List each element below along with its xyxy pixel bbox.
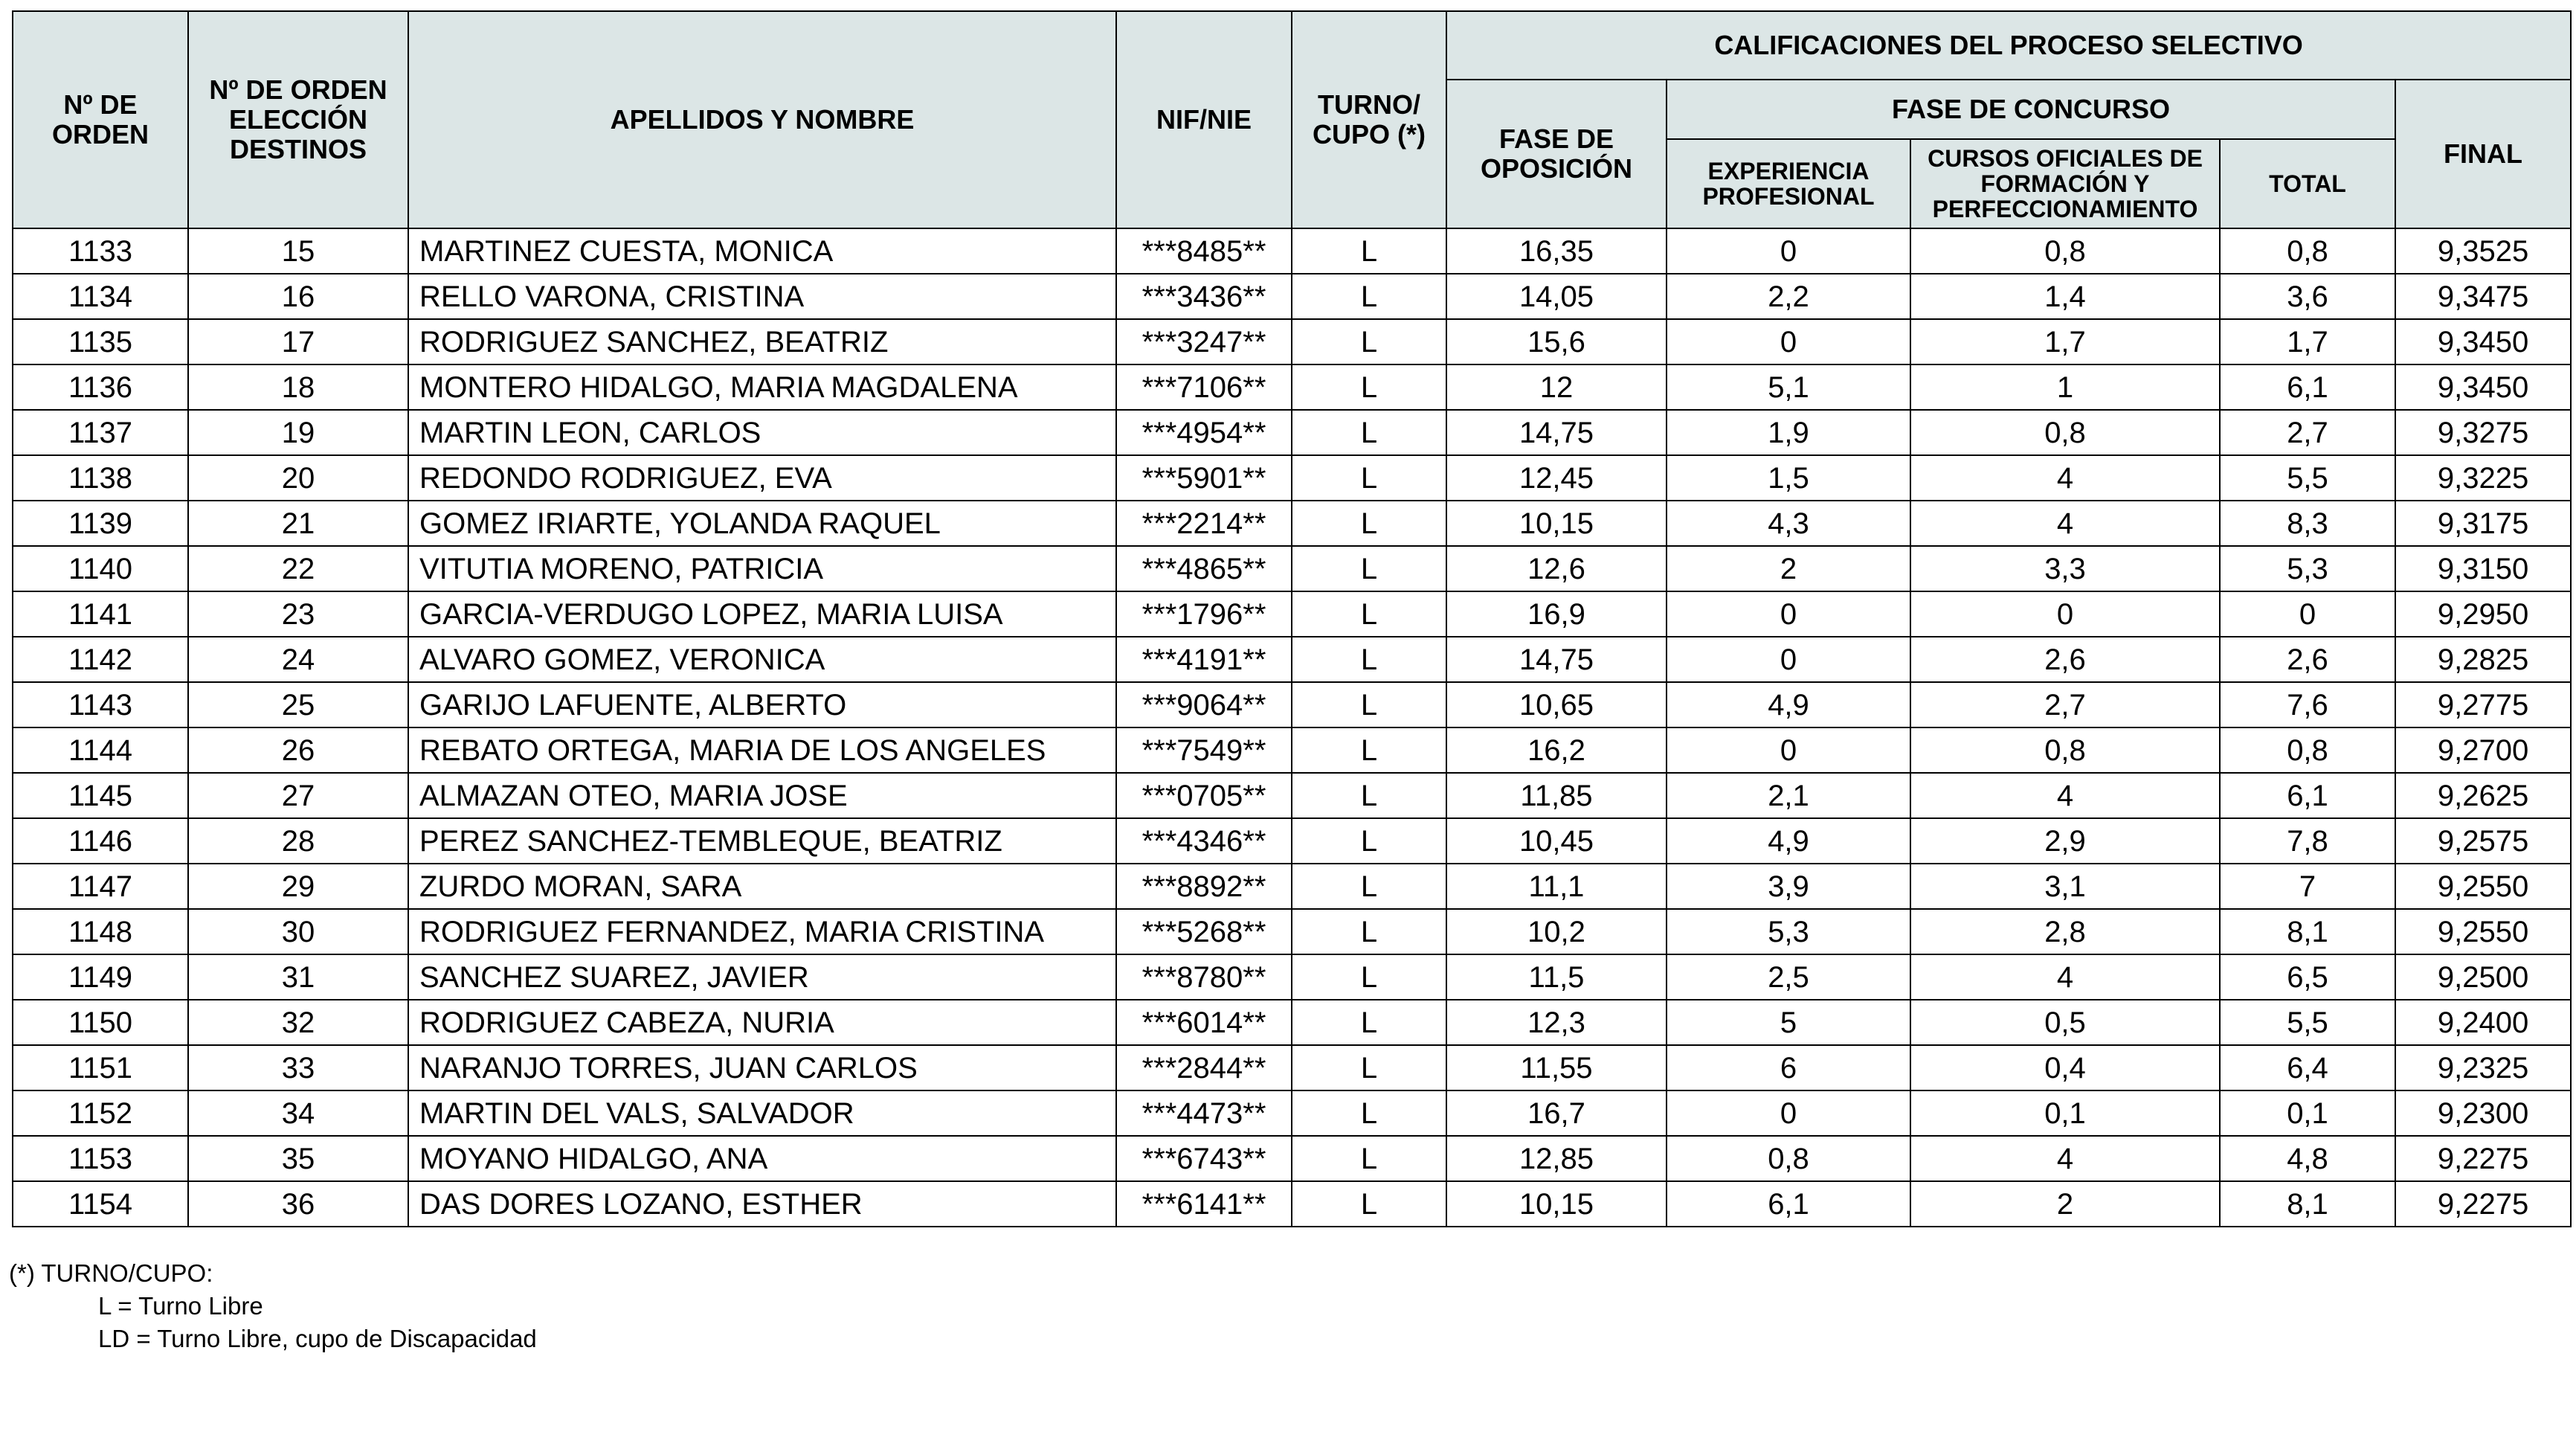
cell-total: 6,1 <box>2220 773 2395 818</box>
table-row <box>13 727 2571 773</box>
cell-cursos: 4 <box>1910 1136 2220 1181</box>
table-row <box>13 501 2571 546</box>
table-row <box>13 1000 2571 1045</box>
notes-title: (*) TURNO/CUPO: <box>9 1259 213 1287</box>
cell-experiencia: 0 <box>1667 727 1910 773</box>
cell-orden: 1142 <box>13 637 188 682</box>
cell-experiencia: 6,1 <box>1667 1181 1910 1227</box>
cell-nif: ***0705** <box>1116 773 1292 818</box>
cell-orden-eleccion: 26 <box>188 727 408 773</box>
cell-orden-eleccion: 33 <box>188 1045 408 1090</box>
cell-nif: ***5268** <box>1116 909 1292 954</box>
cell-orden-eleccion: 22 <box>188 546 408 591</box>
cell-cursos: 4 <box>1910 954 2220 1000</box>
cell-nombre: DAS DORES LOZANO, ESTHER <box>408 1181 1116 1227</box>
table-row <box>13 455 2571 501</box>
table-row <box>13 682 2571 727</box>
cell-cursos: 4 <box>1910 455 2220 501</box>
cell-total: 8,1 <box>2220 909 2395 954</box>
cell-turno: L <box>1292 864 1446 909</box>
cell-experiencia: 3,9 <box>1667 864 1910 909</box>
cell-nif: ***6141** <box>1116 1181 1292 1227</box>
cell-orden: 1148 <box>13 909 188 954</box>
table-row <box>13 954 2571 1000</box>
cell-fase-oposicion: 11,5 <box>1446 954 1667 1000</box>
table-header <box>13 11 2571 228</box>
cell-total: 4,8 <box>2220 1136 2395 1181</box>
cell-experiencia: 2,5 <box>1667 954 1910 1000</box>
cell-final: 9,3225 <box>2395 455 2571 501</box>
cell-turno: L <box>1292 364 1446 410</box>
cell-turno: L <box>1292 818 1446 864</box>
cell-final: 9,2625 <box>2395 773 2571 818</box>
cell-turno: L <box>1292 501 1446 546</box>
cell-total: 0,8 <box>2220 228 2395 274</box>
cell-total: 2,7 <box>2220 410 2395 455</box>
cell-nif: ***7106** <box>1116 364 1292 410</box>
cell-cursos: 1,7 <box>1910 319 2220 364</box>
table-row <box>13 1136 2571 1181</box>
cell-orden-eleccion: 32 <box>188 1000 408 1045</box>
turno-cupo-notes <box>9 1257 537 1355</box>
cell-turno: L <box>1292 591 1446 637</box>
cell-orden: 1154 <box>13 1181 188 1227</box>
cell-final: 9,2275 <box>2395 1136 2571 1181</box>
cell-experiencia: 0,8 <box>1667 1136 1910 1181</box>
cell-turno: L <box>1292 546 1446 591</box>
cell-nif: ***7549** <box>1116 727 1292 773</box>
cell-cursos: 3,1 <box>1910 864 2220 909</box>
header-orden: Nº DE ORDEN <box>13 11 188 228</box>
cell-nombre: VITUTIA MORENO, PATRICIA <box>408 546 1116 591</box>
cell-orden: 1152 <box>13 1090 188 1136</box>
cell-cursos: 0 <box>1910 591 2220 637</box>
cell-experiencia: 1,9 <box>1667 410 1910 455</box>
cell-experiencia: 4,3 <box>1667 501 1910 546</box>
cell-nombre: RODRIGUEZ SANCHEZ, BEATRIZ <box>408 319 1116 364</box>
table-row <box>13 410 2571 455</box>
cell-orden-eleccion: 16 <box>188 274 408 319</box>
cell-cursos: 0,8 <box>1910 228 2220 274</box>
cell-total: 0 <box>2220 591 2395 637</box>
cell-fase-oposicion: 12,45 <box>1446 455 1667 501</box>
header-total: TOTAL <box>2220 139 2395 228</box>
cell-nif: ***8485** <box>1116 228 1292 274</box>
header-final: FINAL <box>2395 80 2571 228</box>
cell-orden-eleccion: 20 <box>188 455 408 501</box>
cell-turno: L <box>1292 410 1446 455</box>
cell-nif: ***9064** <box>1116 682 1292 727</box>
cell-nombre: REBATO ORTEGA, MARIA DE LOS ANGELES <box>408 727 1116 773</box>
cell-nif: ***4191** <box>1116 637 1292 682</box>
cell-fase-oposicion: 10,65 <box>1446 682 1667 727</box>
cell-total: 5,5 <box>2220 455 2395 501</box>
cell-cursos: 2,6 <box>1910 637 2220 682</box>
cell-orden: 1150 <box>13 1000 188 1045</box>
cell-cursos: 0,1 <box>1910 1090 2220 1136</box>
table-row <box>13 319 2571 364</box>
cell-orden-eleccion: 27 <box>188 773 408 818</box>
cell-nombre: RODRIGUEZ CABEZA, NURIA <box>408 1000 1116 1045</box>
cell-nombre: SANCHEZ SUAREZ, JAVIER <box>408 954 1116 1000</box>
cell-orden-eleccion: 31 <box>188 954 408 1000</box>
note-cupo-discapacidad: LD = Turno Libre, cupo de Discapacidad <box>98 1325 537 1352</box>
cell-orden: 1135 <box>13 319 188 364</box>
cell-cursos: 2,7 <box>1910 682 2220 727</box>
cell-total: 8,3 <box>2220 501 2395 546</box>
cell-fase-oposicion: 10,15 <box>1446 1181 1667 1227</box>
cell-orden-eleccion: 17 <box>188 319 408 364</box>
cell-fase-oposicion: 11,55 <box>1446 1045 1667 1090</box>
cell-orden: 1141 <box>13 591 188 637</box>
cell-nif: ***1796** <box>1116 591 1292 637</box>
cell-experiencia: 0 <box>1667 1090 1910 1136</box>
cell-experiencia: 0 <box>1667 637 1910 682</box>
table-row <box>13 228 2571 274</box>
cell-orden-eleccion: 29 <box>188 864 408 909</box>
cell-nif: ***8892** <box>1116 864 1292 909</box>
cell-nif: ***4473** <box>1116 1090 1292 1136</box>
cell-nif: ***3247** <box>1116 319 1292 364</box>
header-nombre: APELLIDOS Y NOMBRE <box>408 11 1116 228</box>
cell-nombre: GARIJO LAFUENTE, ALBERTO <box>408 682 1116 727</box>
cell-final: 9,2500 <box>2395 954 2571 1000</box>
cell-orden: 1153 <box>13 1136 188 1181</box>
table-row <box>13 1181 2571 1227</box>
cell-experiencia: 5,3 <box>1667 909 1910 954</box>
cell-total: 7,6 <box>2220 682 2395 727</box>
cell-nif: ***4346** <box>1116 818 1292 864</box>
cell-fase-oposicion: 12 <box>1446 364 1667 410</box>
cell-fase-oposicion: 12,6 <box>1446 546 1667 591</box>
cell-turno: L <box>1292 274 1446 319</box>
cell-orden: 1146 <box>13 818 188 864</box>
cell-orden-eleccion: 24 <box>188 637 408 682</box>
table-row <box>13 1090 2571 1136</box>
cell-experiencia: 0 <box>1667 319 1910 364</box>
cell-orden: 1134 <box>13 274 188 319</box>
cell-fase-oposicion: 14,05 <box>1446 274 1667 319</box>
table-row <box>13 864 2571 909</box>
cell-fase-oposicion: 10,15 <box>1446 501 1667 546</box>
header-cursos: CURSOS OFICIALES DE FORMACIÓN Y PERFECCIONAMIENTO <box>1910 139 2220 228</box>
cell-experiencia: 2,2 <box>1667 274 1910 319</box>
cell-nombre: MOYANO HIDALGO, ANA <box>408 1136 1116 1181</box>
cell-cursos: 1,4 <box>1910 274 2220 319</box>
cell-cursos: 0,5 <box>1910 1000 2220 1045</box>
cell-nombre: REDONDO RODRIGUEZ, EVA <box>408 455 1116 501</box>
cell-orden-eleccion: 28 <box>188 818 408 864</box>
header-fase-oposicion: FASE DE OPOSICIÓN <box>1446 80 1667 228</box>
header-nif: NIF/NIE <box>1116 11 1292 228</box>
cell-orden: 1140 <box>13 546 188 591</box>
cell-total: 3,6 <box>2220 274 2395 319</box>
cell-total: 5,3 <box>2220 546 2395 591</box>
cell-final: 9,2700 <box>2395 727 2571 773</box>
cell-turno: L <box>1292 1136 1446 1181</box>
cell-turno: L <box>1292 319 1446 364</box>
cell-fase-oposicion: 10,45 <box>1446 818 1667 864</box>
cell-cursos: 2,9 <box>1910 818 2220 864</box>
cell-nombre: MONTERO HIDALGO, MARIA MAGDALENA <box>408 364 1116 410</box>
cell-final: 9,2550 <box>2395 909 2571 954</box>
cell-cursos: 0,8 <box>1910 727 2220 773</box>
cell-turno: L <box>1292 228 1446 274</box>
cell-nombre: PEREZ SANCHEZ-TEMBLEQUE, BEATRIZ <box>408 818 1116 864</box>
header-calificaciones: CALIFICACIONES DEL PROCESO SELECTIVO <box>1446 11 2571 80</box>
table-row <box>13 1045 2571 1090</box>
cell-total: 6,4 <box>2220 1045 2395 1090</box>
cell-nombre: NARANJO TORRES, JUAN CARLOS <box>408 1045 1116 1090</box>
cell-total: 7,8 <box>2220 818 2395 864</box>
cell-experiencia: 0 <box>1667 591 1910 637</box>
header-turno: TURNO/ CUPO (*) <box>1292 11 1446 228</box>
cell-fase-oposicion: 16,2 <box>1446 727 1667 773</box>
table-row <box>13 546 2571 591</box>
table-row <box>13 909 2571 954</box>
table-body <box>13 228 2571 1227</box>
cell-orden: 1145 <box>13 773 188 818</box>
cell-cursos: 3,3 <box>1910 546 2220 591</box>
cell-final: 9,3475 <box>2395 274 2571 319</box>
cell-nombre: ZURDO MORAN, SARA <box>408 864 1116 909</box>
cell-final: 9,2825 <box>2395 637 2571 682</box>
cell-total: 2,6 <box>2220 637 2395 682</box>
table-row <box>13 591 2571 637</box>
cell-turno: L <box>1292 773 1446 818</box>
cell-final: 9,3450 <box>2395 319 2571 364</box>
cell-total: 0,1 <box>2220 1090 2395 1136</box>
cell-total: 6,1 <box>2220 364 2395 410</box>
results-table-container <box>12 10 2572 1227</box>
cell-final: 9,3525 <box>2395 228 2571 274</box>
cell-fase-oposicion: 14,75 <box>1446 410 1667 455</box>
cell-orden: 1138 <box>13 455 188 501</box>
cell-orden: 1136 <box>13 364 188 410</box>
cell-nif: ***6014** <box>1116 1000 1292 1045</box>
cell-total: 1,7 <box>2220 319 2395 364</box>
table-row <box>13 274 2571 319</box>
cell-fase-oposicion: 11,85 <box>1446 773 1667 818</box>
cell-final: 9,2575 <box>2395 818 2571 864</box>
cell-orden: 1144 <box>13 727 188 773</box>
cell-final: 9,2325 <box>2395 1045 2571 1090</box>
table-row <box>13 818 2571 864</box>
cell-final: 9,2400 <box>2395 1000 2571 1045</box>
cell-final: 9,3175 <box>2395 501 2571 546</box>
cell-turno: L <box>1292 637 1446 682</box>
note-turno-libre: L = Turno Libre <box>98 1292 263 1320</box>
cell-cursos: 0,4 <box>1910 1045 2220 1090</box>
cell-orden: 1149 <box>13 954 188 1000</box>
cell-turno: L <box>1292 727 1446 773</box>
cell-fase-oposicion: 16,9 <box>1446 591 1667 637</box>
cell-orden-eleccion: 30 <box>188 909 408 954</box>
cell-orden: 1133 <box>13 228 188 274</box>
cell-orden-eleccion: 35 <box>188 1136 408 1181</box>
cell-total: 7 <box>2220 864 2395 909</box>
cell-nif: ***5901** <box>1116 455 1292 501</box>
cell-orden-eleccion: 19 <box>188 410 408 455</box>
table-row <box>13 773 2571 818</box>
cell-total: 5,5 <box>2220 1000 2395 1045</box>
cell-experiencia: 5 <box>1667 1000 1910 1045</box>
cell-cursos: 2 <box>1910 1181 2220 1227</box>
cell-orden-eleccion: 23 <box>188 591 408 637</box>
cell-final: 9,2300 <box>2395 1090 2571 1136</box>
cell-orden: 1139 <box>13 501 188 546</box>
cell-fase-oposicion: 16,35 <box>1446 228 1667 274</box>
cell-nif: ***2844** <box>1116 1045 1292 1090</box>
cell-orden: 1147 <box>13 864 188 909</box>
cell-final: 9,2275 <box>2395 1181 2571 1227</box>
cell-orden-eleccion: 15 <box>188 228 408 274</box>
cell-experiencia: 2,1 <box>1667 773 1910 818</box>
cell-fase-oposicion: 12,85 <box>1446 1136 1667 1181</box>
cell-nombre: ALMAZAN OTEO, MARIA JOSE <box>408 773 1116 818</box>
cell-orden-eleccion: 34 <box>188 1090 408 1136</box>
cell-fase-oposicion: 10,2 <box>1446 909 1667 954</box>
cell-orden-eleccion: 36 <box>188 1181 408 1227</box>
cell-cursos: 4 <box>1910 501 2220 546</box>
cell-total: 6,5 <box>2220 954 2395 1000</box>
cell-nif: ***8780** <box>1116 954 1292 1000</box>
cell-nombre: RODRIGUEZ FERNANDEZ, MARIA CRISTINA <box>408 909 1116 954</box>
cell-cursos: 1 <box>1910 364 2220 410</box>
cell-nif: ***2214** <box>1116 501 1292 546</box>
cell-nif: ***3436** <box>1116 274 1292 319</box>
header-orden-eleccion: Nº DE ORDEN ELECCIÓN DESTINOS <box>188 11 408 228</box>
cell-nif: ***6743** <box>1116 1136 1292 1181</box>
cell-final: 9,3150 <box>2395 546 2571 591</box>
cell-orden: 1143 <box>13 682 188 727</box>
cell-experiencia: 4,9 <box>1667 818 1910 864</box>
cell-cursos: 4 <box>1910 773 2220 818</box>
cell-total: 8,1 <box>2220 1181 2395 1227</box>
cell-nif: ***4865** <box>1116 546 1292 591</box>
results-table <box>12 10 2572 1227</box>
cell-fase-oposicion: 15,6 <box>1446 319 1667 364</box>
cell-nombre: MARTIN LEON, CARLOS <box>408 410 1116 455</box>
cell-nombre: ALVARO GOMEZ, VERONICA <box>408 637 1116 682</box>
cell-turno: L <box>1292 909 1446 954</box>
cell-turno: L <box>1292 954 1446 1000</box>
cell-nombre: GOMEZ IRIARTE, YOLANDA RAQUEL <box>408 501 1116 546</box>
cell-final: 9,2950 <box>2395 591 2571 637</box>
cell-experiencia: 4,9 <box>1667 682 1910 727</box>
cell-orden-eleccion: 25 <box>188 682 408 727</box>
cell-final: 9,2550 <box>2395 864 2571 909</box>
cell-fase-oposicion: 11,1 <box>1446 864 1667 909</box>
cell-turno: L <box>1292 1090 1446 1136</box>
cell-experiencia: 1,5 <box>1667 455 1910 501</box>
table-row <box>13 364 2571 410</box>
cell-cursos: 0,8 <box>1910 410 2220 455</box>
cell-nif: ***4954** <box>1116 410 1292 455</box>
cell-nombre: MARTINEZ CUESTA, MONICA <box>408 228 1116 274</box>
cell-turno: L <box>1292 1000 1446 1045</box>
header-fase-concurso: FASE DE CONCURSO <box>1667 80 2395 139</box>
cell-experiencia: 2 <box>1667 546 1910 591</box>
cell-experiencia: 0 <box>1667 228 1910 274</box>
cell-orden: 1137 <box>13 410 188 455</box>
header-experiencia: EXPERIENCIA PROFESIONAL <box>1667 139 1910 228</box>
cell-experiencia: 5,1 <box>1667 364 1910 410</box>
cell-fase-oposicion: 12,3 <box>1446 1000 1667 1045</box>
cell-final: 9,2775 <box>2395 682 2571 727</box>
cell-final: 9,3275 <box>2395 410 2571 455</box>
cell-fase-oposicion: 16,7 <box>1446 1090 1667 1136</box>
cell-nombre: RELLO VARONA, CRISTINA <box>408 274 1116 319</box>
cell-total: 0,8 <box>2220 727 2395 773</box>
cell-turno: L <box>1292 455 1446 501</box>
cell-turno: L <box>1292 1045 1446 1090</box>
cell-orden-eleccion: 18 <box>188 364 408 410</box>
cell-final: 9,3450 <box>2395 364 2571 410</box>
cell-fase-oposicion: 14,75 <box>1446 637 1667 682</box>
cell-nombre: MARTIN DEL VALS, SALVADOR <box>408 1090 1116 1136</box>
cell-nombre: GARCIA-VERDUGO LOPEZ, MARIA LUISA <box>408 591 1116 637</box>
cell-cursos: 2,8 <box>1910 909 2220 954</box>
cell-turno: L <box>1292 682 1446 727</box>
cell-orden-eleccion: 21 <box>188 501 408 546</box>
cell-experiencia: 6 <box>1667 1045 1910 1090</box>
table-row <box>13 637 2571 682</box>
cell-turno: L <box>1292 1181 1446 1227</box>
cell-orden: 1151 <box>13 1045 188 1090</box>
